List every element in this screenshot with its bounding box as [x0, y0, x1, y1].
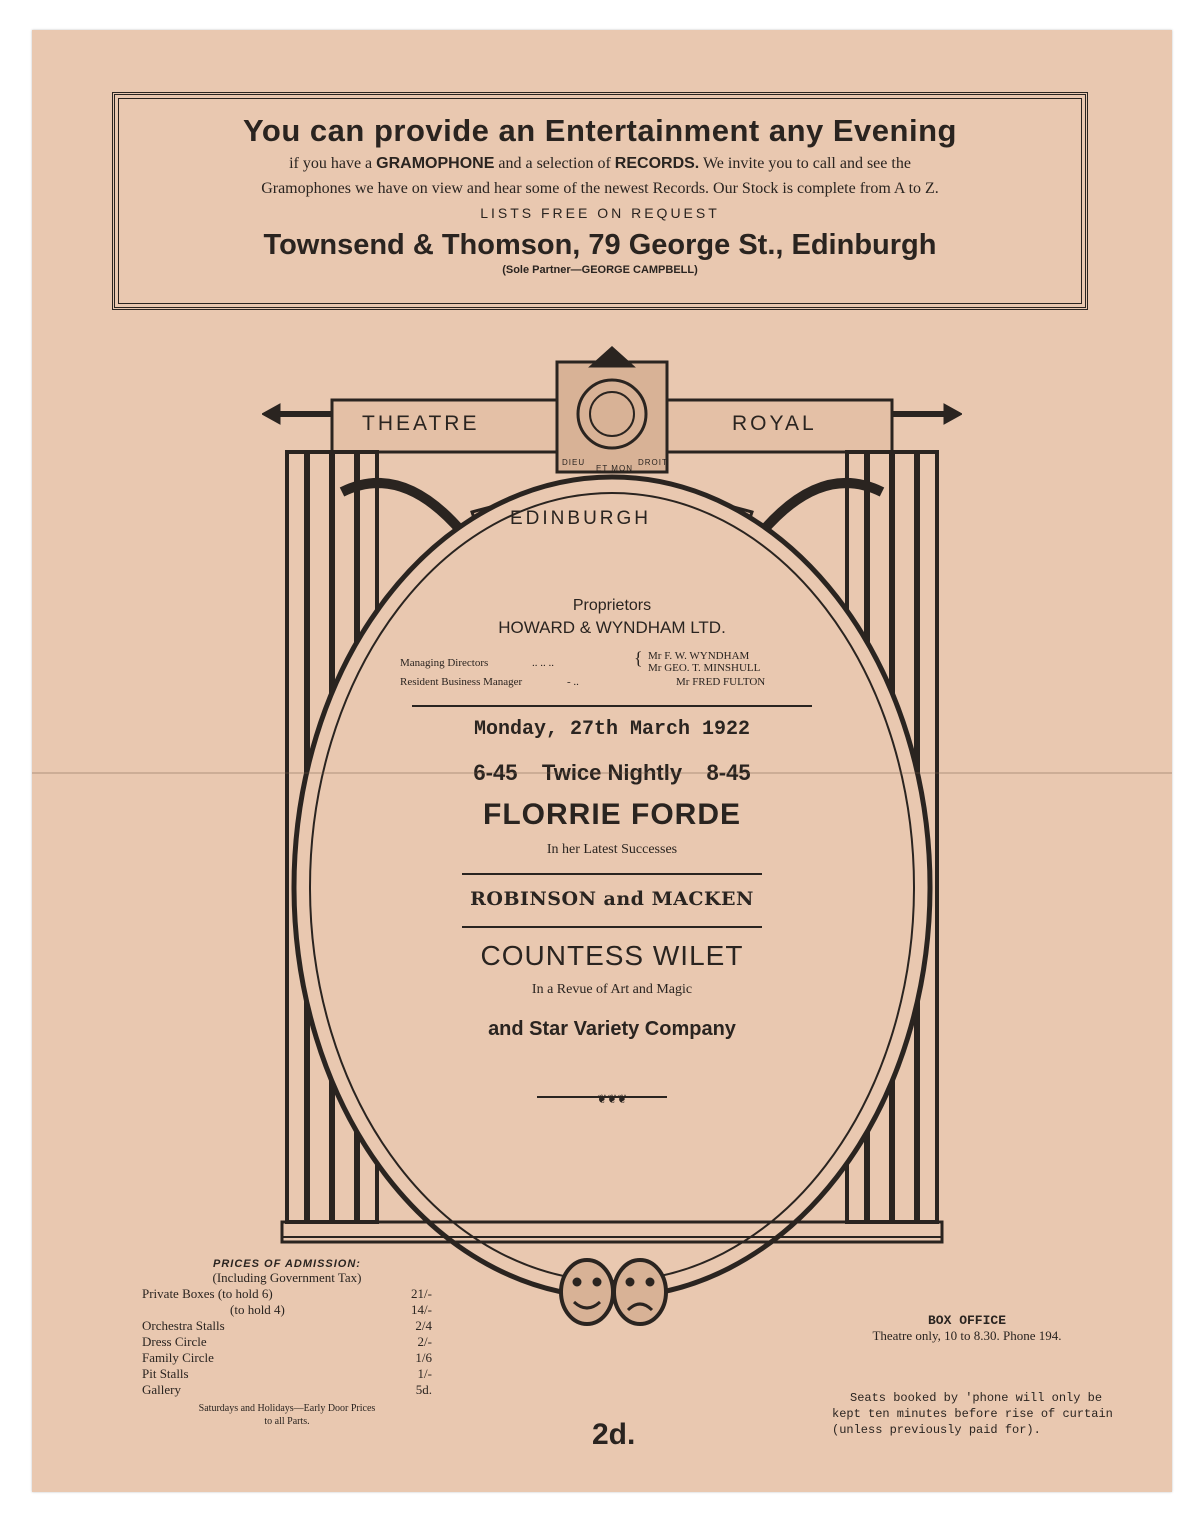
price-row — [142, 1382, 432, 1398]
countess-sub: In a Revue of Art and Magic — [531, 982, 693, 997]
performance-date: Monday, 27th March 1922 — [473, 718, 751, 741]
md-label: Managing Directors — [400, 657, 489, 669]
advert-line-2: Gramophones we have on view and hear some of the newest Records. Our Stock is complete from A to Z. — [261, 180, 939, 197]
city-label: EDINBURGH — [510, 508, 652, 529]
programme-sheet — [32, 30, 1172, 1492]
advert-headline: You can provide an Entertainment any Evening — [243, 113, 957, 148]
advert-line-1 — [115, 153, 1085, 174]
advert-text: and a selection of — [498, 155, 611, 172]
booking-note-line: (unless previously paid for). — [832, 1423, 1041, 1437]
performance-times — [402, 760, 822, 786]
price-value: 2/4 — [415, 1318, 432, 1333]
motto-right: DROIT — [638, 458, 668, 467]
time-second: 8-45 — [706, 760, 751, 785]
advert-partner: (Sole Partner—GEORGE CAMPBELL) — [502, 264, 698, 276]
rbm-label: Resident Business Manager — [400, 676, 523, 688]
divider — [462, 926, 762, 928]
md-brace: { — [634, 648, 643, 668]
box-office-title: BOX OFFICE — [927, 1313, 1006, 1328]
box-office — [822, 1313, 1112, 1344]
price-label: Dress Circle — [142, 1334, 207, 1349]
price-value: 21/- — [411, 1286, 432, 1301]
rbm-name: Mr FRED FULTON — [676, 676, 766, 688]
price-label: Private Boxes (to hold 6) — [142, 1286, 273, 1301]
price-row — [142, 1366, 432, 1382]
ornament: ❦❦❦ — [596, 1092, 628, 1106]
divider — [412, 705, 812, 707]
price-value: 5d. — [415, 1382, 432, 1397]
twice-nightly: Twice Nightly — [541, 760, 683, 785]
time-first: 6-45 — [473, 760, 518, 785]
advert-gramophone: GRAMOPHONE — [376, 155, 495, 172]
gramophone-advert — [112, 92, 1088, 310]
price-row — [142, 1302, 432, 1318]
md-name-2: Mr GEO. T. MINSHULL — [648, 662, 761, 674]
advert-text: We invite you to call and see the — [702, 155, 911, 172]
proprietors-company: HOWARD & WYNDHAM LTD. — [498, 618, 726, 637]
advert-records: RECORDS. — [614, 155, 700, 172]
price-row — [142, 1286, 432, 1302]
advert-lists: LISTS FREE ON REQUEST — [480, 205, 720, 221]
prices-note-line: Saturdays and Holidays—Early Door Prices — [198, 1403, 376, 1414]
price-value: 1/- — [417, 1366, 432, 1381]
motto-mid: ET MON — [596, 464, 633, 473]
divider — [462, 873, 762, 875]
advert-text: if you have a — [289, 155, 373, 172]
price-label: (to hold 4) — [230, 1302, 285, 1317]
price-row — [142, 1334, 432, 1350]
programme-price: 2d. — [592, 1418, 636, 1451]
proprietors-title: Proprietors — [572, 597, 652, 614]
variety-company: and Star Variety Company — [488, 1018, 736, 1040]
md-dots: .. .. .. — [532, 657, 554, 669]
price-row — [142, 1350, 432, 1366]
price-row — [142, 1318, 432, 1334]
theatre-label: THEATRE — [362, 412, 480, 435]
countess-name: COUNTESS WILET — [480, 940, 744, 971]
headliner-sub: In her Latest Successes — [546, 842, 678, 857]
act-robinson-macken: ROBINSON and MACKEN — [470, 888, 754, 910]
price-value: 1/6 — [415, 1350, 432, 1365]
price-label: Pit Stalls — [142, 1366, 189, 1381]
md-name-1: Mr F. W. WYNDHAM — [648, 650, 750, 662]
motto-left: DIEU — [562, 458, 586, 467]
booking-note — [832, 1390, 1132, 1438]
box-office-hours: Theatre only, 10 to 8.30. Phone 194. — [872, 1328, 1062, 1343]
prices-subtitle: (Including Government Tax) — [212, 1270, 362, 1285]
price-value: 2/- — [417, 1334, 432, 1349]
prices-of-admission — [142, 1258, 432, 1428]
booking-note-line: Seats booked by 'phone will only be — [850, 1391, 1103, 1405]
price-value: 14/- — [411, 1302, 432, 1317]
prices-title: PRICES OF ADMISSION: — [213, 1258, 361, 1270]
price-label: Family Circle — [142, 1350, 214, 1365]
rbm-dots: - .. — [567, 676, 579, 688]
booking-note-line: kept ten minutes before rise of curtain — [832, 1407, 1113, 1421]
prices-note — [142, 1402, 432, 1428]
prices-note-line: to all Parts. — [264, 1416, 310, 1427]
headliner-name: FLORRIE FORDE — [483, 798, 741, 831]
advert-company: Townsend & Thomson, 79 George St., Edinburgh — [263, 229, 937, 261]
price-label: Orchestra Stalls — [142, 1318, 225, 1333]
royal-label: ROYAL — [732, 412, 817, 435]
price-label: Gallery — [142, 1382, 181, 1397]
